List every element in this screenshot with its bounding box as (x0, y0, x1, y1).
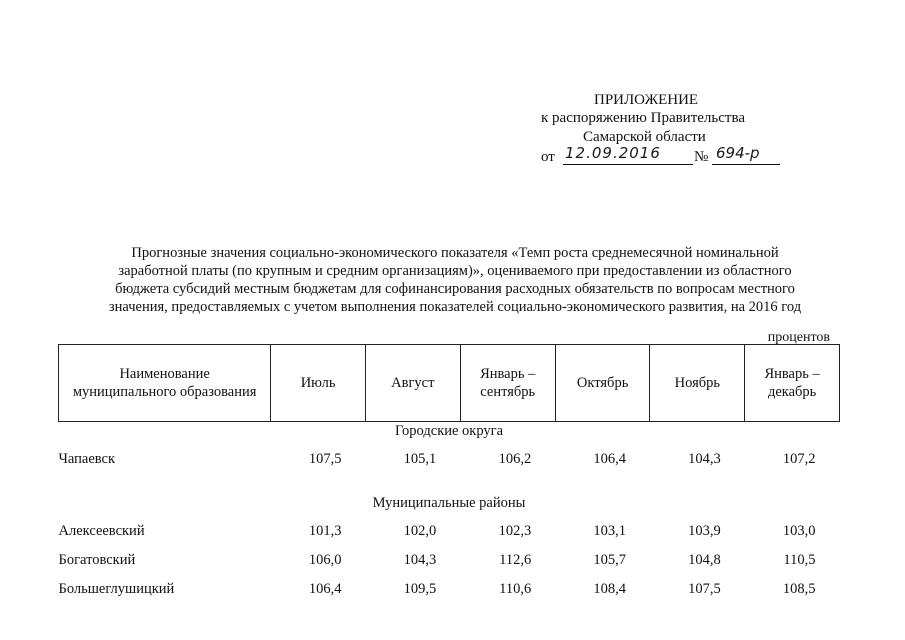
units-label: процентов (767, 330, 830, 345)
cell-jul: 106,4 (308, 581, 342, 597)
section-row (59, 422, 840, 442)
appendix-line-2: Самарской области (583, 129, 706, 145)
cell-oct: 105,7 (593, 552, 626, 568)
appendix-line-1: к распоряжению Правительства (541, 110, 746, 126)
table-row (59, 521, 840, 542)
spacer-cell (59, 482, 840, 494)
header-row (59, 345, 840, 422)
header-jan-dec (745, 345, 840, 422)
cell-jul: 101,3 (308, 523, 342, 539)
gap-row (59, 542, 840, 550)
cell-aug: 105,1 (403, 451, 437, 467)
table-header (59, 345, 840, 422)
cell-nov: 107,5 (688, 581, 721, 597)
number-prefix: № (694, 149, 709, 165)
row-name: Чапаевск (58, 451, 116, 467)
table-body (59, 422, 840, 601)
cell-oct: 108,4 (593, 581, 626, 597)
table-row (59, 550, 840, 571)
section-row (59, 494, 840, 513)
gap-cell (59, 441, 840, 449)
cell-jan-sep: 112,6 (499, 552, 532, 568)
section-title: Городские округа (394, 423, 504, 439)
heading-line-2: заработной платы (по крупным и средним организациям)», оцениваемого при предоставлении из областного (118, 263, 792, 279)
section-title: Муниципальные районы (372, 495, 526, 511)
heading-line-1: Прогнозные значения социально-экономического показателя «Темп роста среднемесячной номинальной (131, 245, 779, 261)
header-aug: Август (365, 345, 460, 422)
header-oct: Октябрь (555, 345, 650, 422)
header-name (59, 345, 271, 422)
cell-jan-sep: 106,2 (498, 451, 532, 467)
cell-oct: 106,4 (593, 451, 626, 467)
header-jan-dec-line-1: Январь – (764, 366, 820, 382)
gap-row (59, 571, 840, 579)
appendix-block (0, 0, 905, 200)
row-name: Богатовский (58, 552, 136, 568)
cell-aug: 109,5 (403, 581, 437, 597)
spacer-row (59, 470, 840, 482)
cell-nov: 103,9 (688, 523, 721, 539)
heading-line-3: бюджета субсидий местным бюджетам для софинансирования расходных обязательств по вопросам местного (115, 281, 795, 297)
gap-row (59, 441, 840, 449)
appendix-title: ПРИЛОЖЕНИЕ (594, 92, 699, 108)
table-row (59, 449, 840, 470)
handwritten-number: 694-р (712, 144, 780, 165)
gap-row (59, 513, 840, 521)
cell-nov: 104,8 (688, 552, 721, 568)
cell-jan-dec: 103,0 (782, 523, 816, 539)
date-prefix: от (541, 149, 555, 165)
cell-jan-dec: 107,2 (782, 451, 816, 467)
cell-oct: 103,1 (593, 523, 626, 539)
cell-jul: 106,0 (308, 552, 342, 568)
header-jul: Июль (271, 345, 366, 422)
header-nov: Ноябрь (650, 345, 745, 422)
header-jan-sep (460, 345, 555, 422)
cell-jul: 107,5 (308, 451, 342, 467)
gap-cell (59, 571, 840, 579)
gap-cell (59, 513, 840, 521)
cell-jan-dec: 108,5 (782, 581, 816, 597)
header-name-line-1: Наименование (119, 366, 210, 382)
document-heading (60, 244, 850, 316)
gap-cell (59, 542, 840, 550)
indicator-table (58, 344, 840, 600)
header-name-line-2: муниципального образования (72, 384, 257, 400)
handwritten-date: 12.09.2016 (563, 144, 693, 165)
appendix-date-row (541, 144, 801, 171)
cell-jan-sep: 110,6 (499, 581, 532, 597)
cell-aug: 102,0 (403, 523, 437, 539)
cell-jan-sep: 102,3 (498, 523, 532, 539)
spacer-row (59, 482, 840, 494)
spacer-cell (59, 470, 840, 482)
cell-aug: 104,3 (403, 552, 437, 568)
heading-line-4: значения, предоставляемых с учетом выполнения показателей социально-экономического развития, на 2016 год (108, 299, 802, 315)
row-name: Алексеевский (58, 523, 145, 539)
table-row (59, 579, 840, 600)
cell-jan-dec: 110,5 (783, 552, 816, 568)
row-name: Большеглушицкий (58, 581, 175, 597)
header-jan-dec-line-2: декабрь (767, 384, 817, 400)
cell-nov: 104,3 (688, 451, 721, 467)
header-jan-sep-line-2: сентябрь (480, 384, 536, 400)
header-jan-sep-line-1: Январь – (480, 366, 536, 382)
